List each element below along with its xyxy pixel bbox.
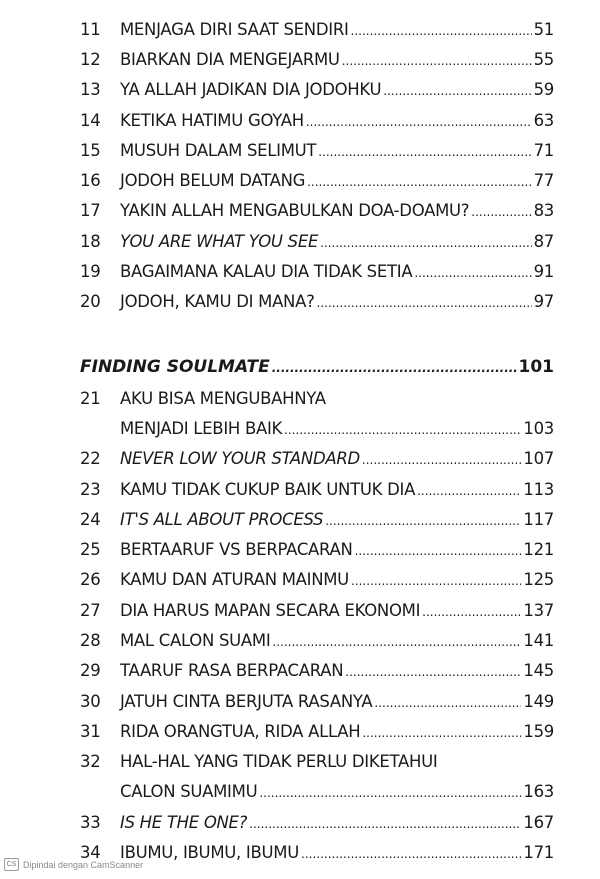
entry-title-wrap [120,111,554,130]
entry-number: 22 [80,449,101,469]
entry-number: 24 [80,509,101,529]
toc-entry [0,14,600,44]
entry-page: 51 [533,19,554,39]
entry-number: 28 [80,630,101,650]
entry-page: 71 [533,140,554,160]
section-title-wrap [80,357,554,377]
entry-page: 83 [533,201,554,221]
toc-entry [0,383,600,413]
toc-part-2 [0,383,600,868]
entry-title-wrap [120,262,554,281]
entry-title: IBUMU, IBUMU, IBUMU [120,843,300,863]
leader-dots [307,175,531,189]
leader-dots [301,847,521,861]
leader-dots [351,574,521,588]
leader-dots [422,605,521,619]
toc-entry [0,625,600,655]
entry-number: 27 [80,600,101,620]
entry-page: 121 [523,540,554,560]
section-page: 101 [518,356,554,377]
entry-title-wrap [120,449,554,468]
entry-title: BIARKAN DIA MENGEJARMU [120,49,340,69]
entry-number: 34 [80,843,101,863]
entry-page: 63 [533,110,554,130]
toc-entry [0,256,600,286]
entry-title-wrap [120,80,554,99]
leader-dots [342,54,532,68]
entry-number: 32 [80,752,101,772]
toc-entry [0,565,600,595]
entry-page: 163 [523,782,554,802]
toc-entry [0,44,600,74]
entry-title-wrap [120,722,554,741]
entry-page: 55 [533,49,554,69]
leader-dots [374,696,521,710]
entry-title-wrap [120,50,554,69]
leader-dots [471,205,531,219]
toc-entry [0,196,600,226]
entry-page: 137 [523,600,554,620]
entry-title: JODOH BELUM DATANG [120,171,306,191]
entry-page: 103 [523,418,554,438]
entry-title-wrap [120,692,554,711]
toc-entry [0,165,600,195]
entry-page: 141 [523,630,554,650]
table-of-contents [0,14,600,868]
entry-title: NEVER LOW YOUR STANDARD [120,449,360,469]
toc-entry [0,656,600,686]
leader-dots [320,236,532,250]
entry-page: 113 [523,479,554,499]
entry-number: 25 [80,540,101,560]
scanner-footer [4,858,143,871]
leader-dots [317,296,532,310]
entry-page: 77 [533,171,554,191]
entry-page: 167 [523,812,554,832]
entry-title-wrap [120,389,554,408]
entry-title: RIDA ORANGTUA, RIDA ALLAH [120,721,361,741]
toc-entry [0,747,600,777]
entry-title: MENJAGA DIRI SAAT SENDIRI [120,19,349,39]
leader-dots [417,484,521,498]
entry-title-wrap [120,570,554,589]
leader-dots [351,24,532,38]
entry-title: YAKIN ALLAH MENGABULKAN DOA-DOAMU? [120,201,470,221]
entry-title: KAMU TIDAK CUKUP BAIK UNTUK DIA [120,479,416,499]
entry-page: 145 [523,661,554,681]
entry-number: 29 [80,661,101,681]
entry-title: BAGAIMANA KALAU DIA TIDAK SETIA [120,262,413,282]
entry-number: 26 [80,570,101,590]
toc-entry [0,105,600,135]
toc-entry [0,777,600,807]
entry-title-wrap [120,782,554,801]
entry-page: 159 [523,721,554,741]
entry-title: YOU ARE WHAT YOU SEE [120,231,319,251]
camscanner-icon: CS [4,858,19,871]
leader-dots [306,115,532,129]
entry-title: JODOH, KAMU DI MANA? [120,292,315,312]
entry-number: 12 [80,49,101,69]
entry-number: 15 [80,140,101,160]
section-heading [0,351,600,383]
toc-entry [0,716,600,746]
toc-entry [0,75,600,105]
entry-title: MAL CALON SUAMI [120,630,271,650]
leader-dots [318,145,531,159]
leader-dots [383,84,531,98]
leader-dots [272,361,517,375]
entry-page: 149 [523,691,554,711]
toc-entry [0,474,600,504]
entry-number: 11 [80,19,101,39]
entry-page: 171 [523,843,554,863]
entry-title: AKU BISA MENGUBAHNYA [120,388,326,408]
entry-title: CALON SUAMIMU [120,782,258,802]
leader-dots [355,544,522,558]
entry-title-wrap [120,419,554,438]
leader-dots [345,665,521,679]
entry-title: DIA HARUS MAPAN SECARA EKONOMI [120,600,421,620]
entry-title-wrap [120,843,554,862]
toc-entry [0,413,600,443]
entry-title: HAL-HAL YANG TIDAK PERLU DIKETAHUI [120,752,438,772]
entry-page: 97 [533,292,554,312]
entry-title-wrap [120,813,554,832]
entry-number: 16 [80,171,101,191]
entry-title: YA ALLAH JADIKAN DIA JODOHKU [120,80,382,100]
entry-page: 117 [523,509,554,529]
entry-title-wrap [120,480,554,499]
entry-number: 23 [80,479,101,499]
toc-entry [0,534,600,564]
entry-number: 17 [80,201,101,221]
toc-entry [0,226,600,256]
entry-page: 91 [533,262,554,282]
entry-title: MENJADI LEBIH BAIK [120,418,283,438]
toc-entry [0,686,600,716]
leader-dots [362,726,521,740]
entry-title-wrap [120,510,554,529]
footer-text: Dipindai dengan CamScanner [23,859,144,870]
entry-number: 21 [80,388,101,408]
entry-page: 59 [533,80,554,100]
entry-title-wrap [120,141,554,160]
entry-number: 18 [80,231,101,251]
entry-title-wrap [120,201,554,220]
entry-number: 13 [80,80,101,100]
toc-entry [0,135,600,165]
entry-number: 20 [80,292,101,312]
leader-dots [249,817,521,831]
toc-entry [0,504,600,534]
toc-entry [0,807,600,837]
entry-title-wrap [120,20,554,39]
leader-dots [259,786,521,800]
entry-title-wrap [120,540,554,559]
entry-title-wrap [120,171,554,190]
leader-dots [362,453,521,467]
entry-number: 14 [80,110,101,130]
leader-dots [325,514,521,528]
leader-dots [414,266,531,280]
entry-title-wrap [120,232,554,251]
entry-number: 19 [80,262,101,282]
entry-number: 30 [80,691,101,711]
entry-title: MUSUH DALAM SELIMUT [120,140,317,160]
entry-title: JATUH CINTA BERJUTA RASANYA [120,691,373,711]
toc-part-1 [0,14,600,317]
entry-title-wrap [120,752,554,771]
toc-entry [0,595,600,625]
entry-title: KETIKA HATIMU GOYAH [120,110,304,130]
toc-entry [0,444,600,474]
entry-title: KAMU DAN ATURAN MAINMU [120,570,349,590]
entry-title: IS HE THE ONE? [120,812,248,832]
entry-title: BERTAARUF VS BERPACARAN [120,540,353,560]
entry-page: 125 [523,570,554,590]
entry-title-wrap [120,631,554,650]
toc-entry [0,287,600,317]
entry-page: 87 [533,231,554,251]
entry-number: 31 [80,721,101,741]
leader-dots [284,423,521,437]
entry-title: TAARUF RASA BERPACARAN [120,661,344,681]
section-title: FINDING SOULMATE [80,356,270,377]
entry-title-wrap [120,601,554,620]
leader-dots [272,635,521,649]
entry-number: 33 [80,812,101,832]
entry-title-wrap [120,292,554,311]
entry-page: 107 [523,449,554,469]
section-gap [0,317,600,351]
entry-title: IT'S ALL ABOUT PROCESS [120,509,324,529]
entry-title-wrap [120,661,554,680]
